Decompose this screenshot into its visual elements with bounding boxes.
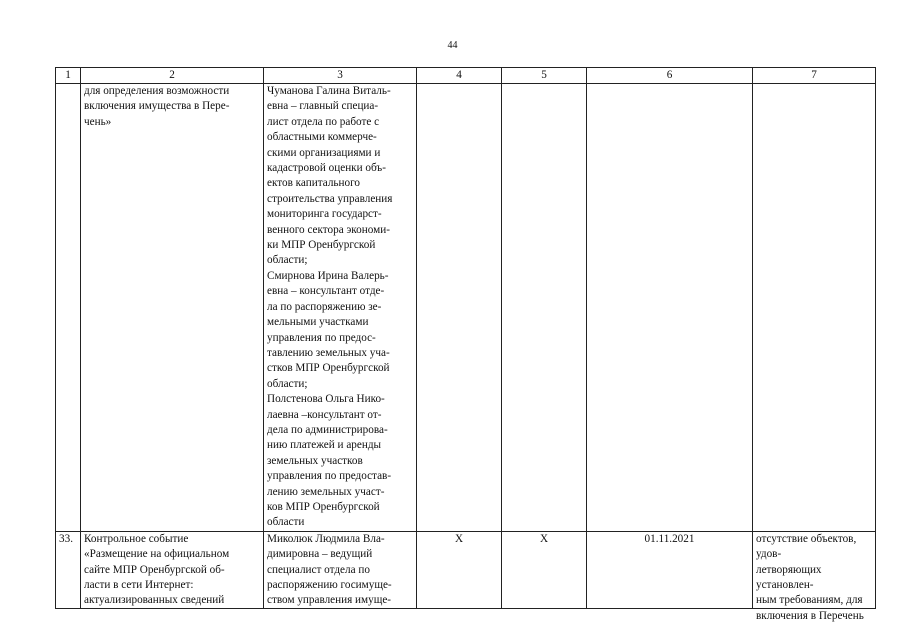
column-header-7: 7 [753, 68, 876, 84]
col4-cell [417, 84, 502, 532]
column-header-5: 5 [502, 68, 587, 84]
result-cell [753, 84, 876, 532]
event-description-cell [81, 531, 264, 608]
row-number-text: 33. [59, 532, 73, 545]
date-cell [587, 531, 753, 608]
responsible-persons-cell: Чуманова Галина Виталь- евна – главный специа- лист отдела по работе с областными коммерче- скими организациями и кадастровой оценки объ- ектов капитального строительства управления мониторинга государст- венного сектора экономи- ки МПР Оренбургской области; Смирнова Ирина Валерь- евна – консультант отде- ла по распоряжению зе- мельными участками управления по предос- тавлению земельных уча- стков МПР Оренбургской области; Полстенова Ольга Нико- лаевна –консультант от- дела по администрирова- нию платежей и аренды земельных участков управления по предостав- лению земельных участ- ков МПР Оренбургской области [264, 84, 417, 532]
column-header-4: 4 [417, 68, 502, 84]
row-number-cell [56, 531, 81, 608]
column-header-1: 1 [56, 68, 81, 84]
col5-text: Х [539, 532, 549, 545]
result-text: отсутствие объектов, удов- летворяющих установлен- ным требованиям, для включения в Перечень [756, 532, 864, 622]
date-text: 01.11.2021 [644, 532, 695, 545]
col5-cell [502, 531, 587, 608]
col5-cell [502, 84, 587, 532]
result-cell [753, 531, 876, 622]
header-row [56, 68, 876, 84]
event-description-text: Контрольное событие «Размещение на официальном сайте МПР Оренбургской об- ласти в сети Интернет: актуализированных сведений [84, 532, 230, 607]
responsible-persons-text: Миколюк Людмила Вла- димировна – ведущий специалист отдела по распоряжению госимуще- ством управления имуще- [267, 532, 392, 607]
date-cell [587, 84, 753, 532]
event-description-cell: для определения возможности включения имущества в Пере- чень» [81, 84, 264, 532]
col4-cell [417, 531, 502, 608]
col4-text: Х [454, 532, 464, 545]
row-number-cell [56, 84, 81, 532]
table-row [56, 531, 876, 608]
column-header-6: 6 [587, 68, 753, 84]
plan-table [55, 67, 876, 622]
page-number: 44 [447, 40, 458, 51]
table-row [56, 84, 876, 532]
column-header-2: 2 [81, 68, 264, 84]
responsible-persons-cell [264, 531, 417, 608]
column-header-3: 3 [264, 68, 417, 84]
